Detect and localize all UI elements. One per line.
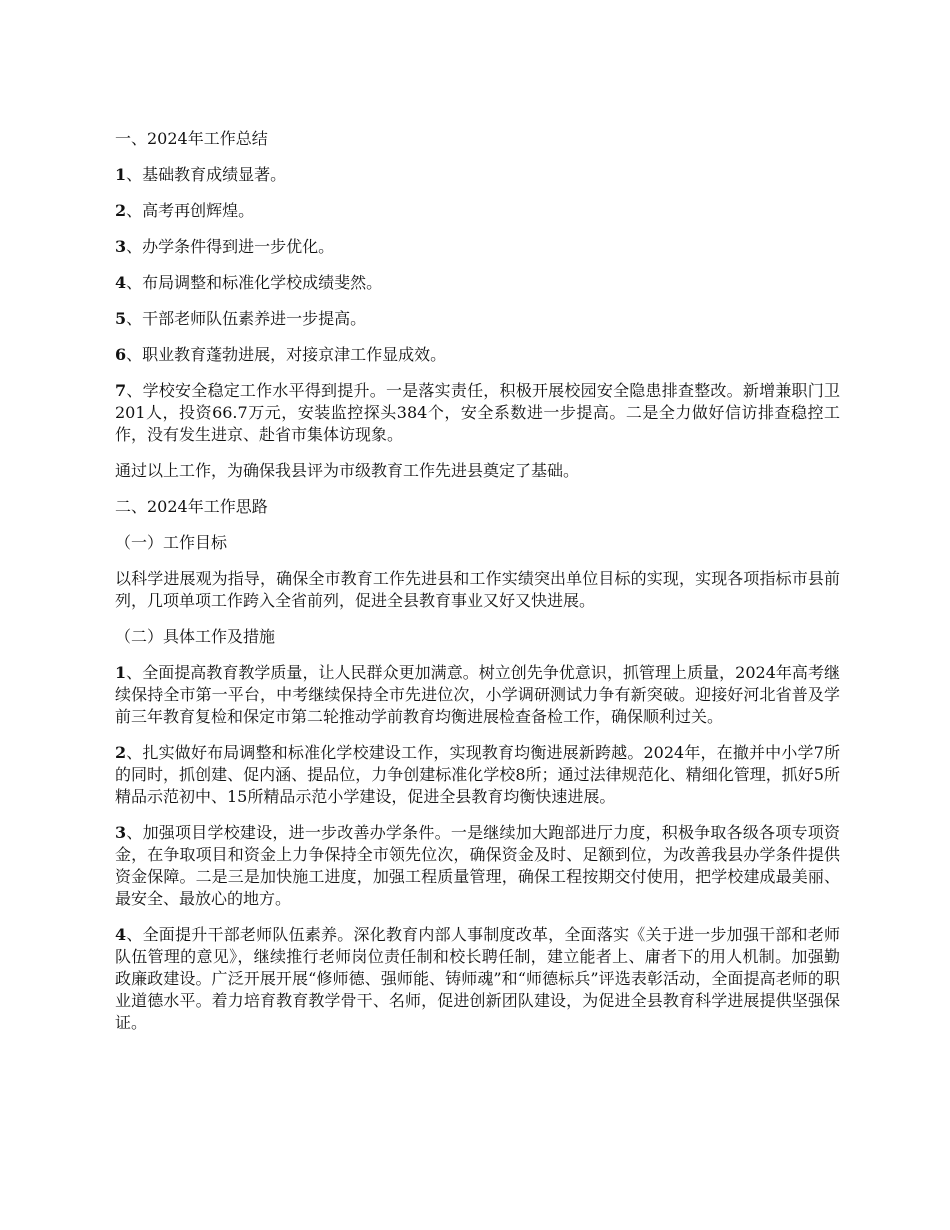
item-text: 、学校安全稳定工作水平得到提升。一是落实责任，积极开展校园安全隐患排查整改。新增兼职门卫201人，投资66.7万元，安装监控探头384个，安全系数进一步提高。二是全力做好信访排查稳控工作，没有发生进京、赴省市集体访现象。 — [115, 381, 840, 444]
measure-item-1 — [115, 662, 840, 728]
document-page — [115, 128, 840, 1048]
item-number: 4 — [115, 273, 127, 292]
summary-item-5 — [115, 308, 840, 330]
item-number: 1 — [115, 663, 127, 682]
item-text: 、干部老师队伍素养进一步提高。 — [126, 309, 367, 328]
item-text: 、扎实做好布局调整和标准化学校建设工作，实现教育均衡进展新跨越。2024年，在撤并中小学7所的同时，抓创建、促内涵、提品位，力争创建标准化学校8所；通过法律规范化、精细化管理，抓好5所精品示范初中、15所精品示范小学建设，促进全县教育均衡快速进展。 — [115, 743, 840, 806]
item-text: 、加强项目学校建设，进一步改善办学条件。一是继续加大跑部进厅力度，积极争取各级各项专项资金，在争取项目和资金上力争保持全市领先位次，确保资金及时、足额到位，为改善我县办学条件提供资金保障。二是三是加快施工进度，加强工程质量管理，确保工程按期交付使用，把学校建成最美丽、最安全、最放心的地方。 — [115, 823, 840, 908]
summary-conclusion: 通过以上工作，为确保我县评为市级教育工作先进县奠定了基础。 — [115, 461, 580, 480]
item-number: 7 — [115, 381, 127, 400]
measure-item-4 — [115, 924, 840, 1034]
item-text: 、布局调整和标准化学校成绩斐然。 — [126, 273, 383, 292]
summary-item-2 — [115, 200, 840, 222]
item-text: 、全面提升干部老师队伍素养。深化教育内部人事制度改革，全面落实《关于进一步加强干部和老师队伍管理的意见》，继续推行老师岗位责任制和校长聘任制，建立能者上、庸者下的用人机制。加强勤政廉政建设。广泛开展开展“修师德、强师能、铸师魂”和“师德标兵”评选表彰活动，全面提高老师的职业道德水平。着力培育教育教学骨干、名师，促进创新团队建设，为促进全县教育科学进展提供坚强保证。 — [115, 925, 840, 1032]
measure-item-2 — [115, 742, 840, 808]
item-number: 6 — [115, 345, 127, 364]
item-number: 2 — [115, 743, 127, 762]
item-text: 、基础教育成绩显著。 — [126, 165, 287, 184]
goal-paragraph: 以科学进展观为指导，确保全市教育工作先进县和工作实绩突出单位目标的实现，实现各项指标市县前列，几项单项工作跨入全省前列，促进全县教育事业又好又快进展。 — [115, 569, 840, 610]
item-number: 4 — [115, 925, 127, 944]
subheading-goal: （一）工作目标 — [115, 533, 228, 552]
summary-item-7 — [115, 380, 840, 446]
item-number: 2 — [115, 201, 127, 220]
item-number: 1 — [115, 165, 127, 184]
measure-item-3 — [115, 822, 840, 910]
summary-item-4 — [115, 272, 840, 294]
item-text: 、全面提高教育教学质量，让人民群众更加满意。树立创先争优意识，抓管理上质量，2024年高考继续保持全市第一平台，中考继续保持全市先进位次，小学调研测试力争有新突破。迎接好河北省普及学前三年教育复检和保定市第二轮推动学前教育均衡进展检查备检工作，确保顺利过关。 — [115, 663, 840, 726]
item-text: 、办学条件得到进一步优化。 — [126, 237, 335, 256]
item-number: 3 — [115, 237, 127, 256]
item-text: 、职业教育蓬勃进展，对接京津工作显成效。 — [126, 345, 447, 364]
item-text: 、高考再创辉煌。 — [126, 201, 255, 220]
summary-item-6 — [115, 344, 840, 366]
item-number: 3 — [115, 823, 127, 842]
item-number: 5 — [115, 309, 127, 328]
summary-item-3 — [115, 236, 840, 258]
section-heading-plan: 二、2024年工作思路 — [115, 497, 268, 516]
section-heading-summary: 一、2024年工作总结 — [115, 129, 268, 148]
subheading-measures: （二）具体工作及措施 — [115, 627, 276, 646]
summary-item-1 — [115, 164, 840, 186]
